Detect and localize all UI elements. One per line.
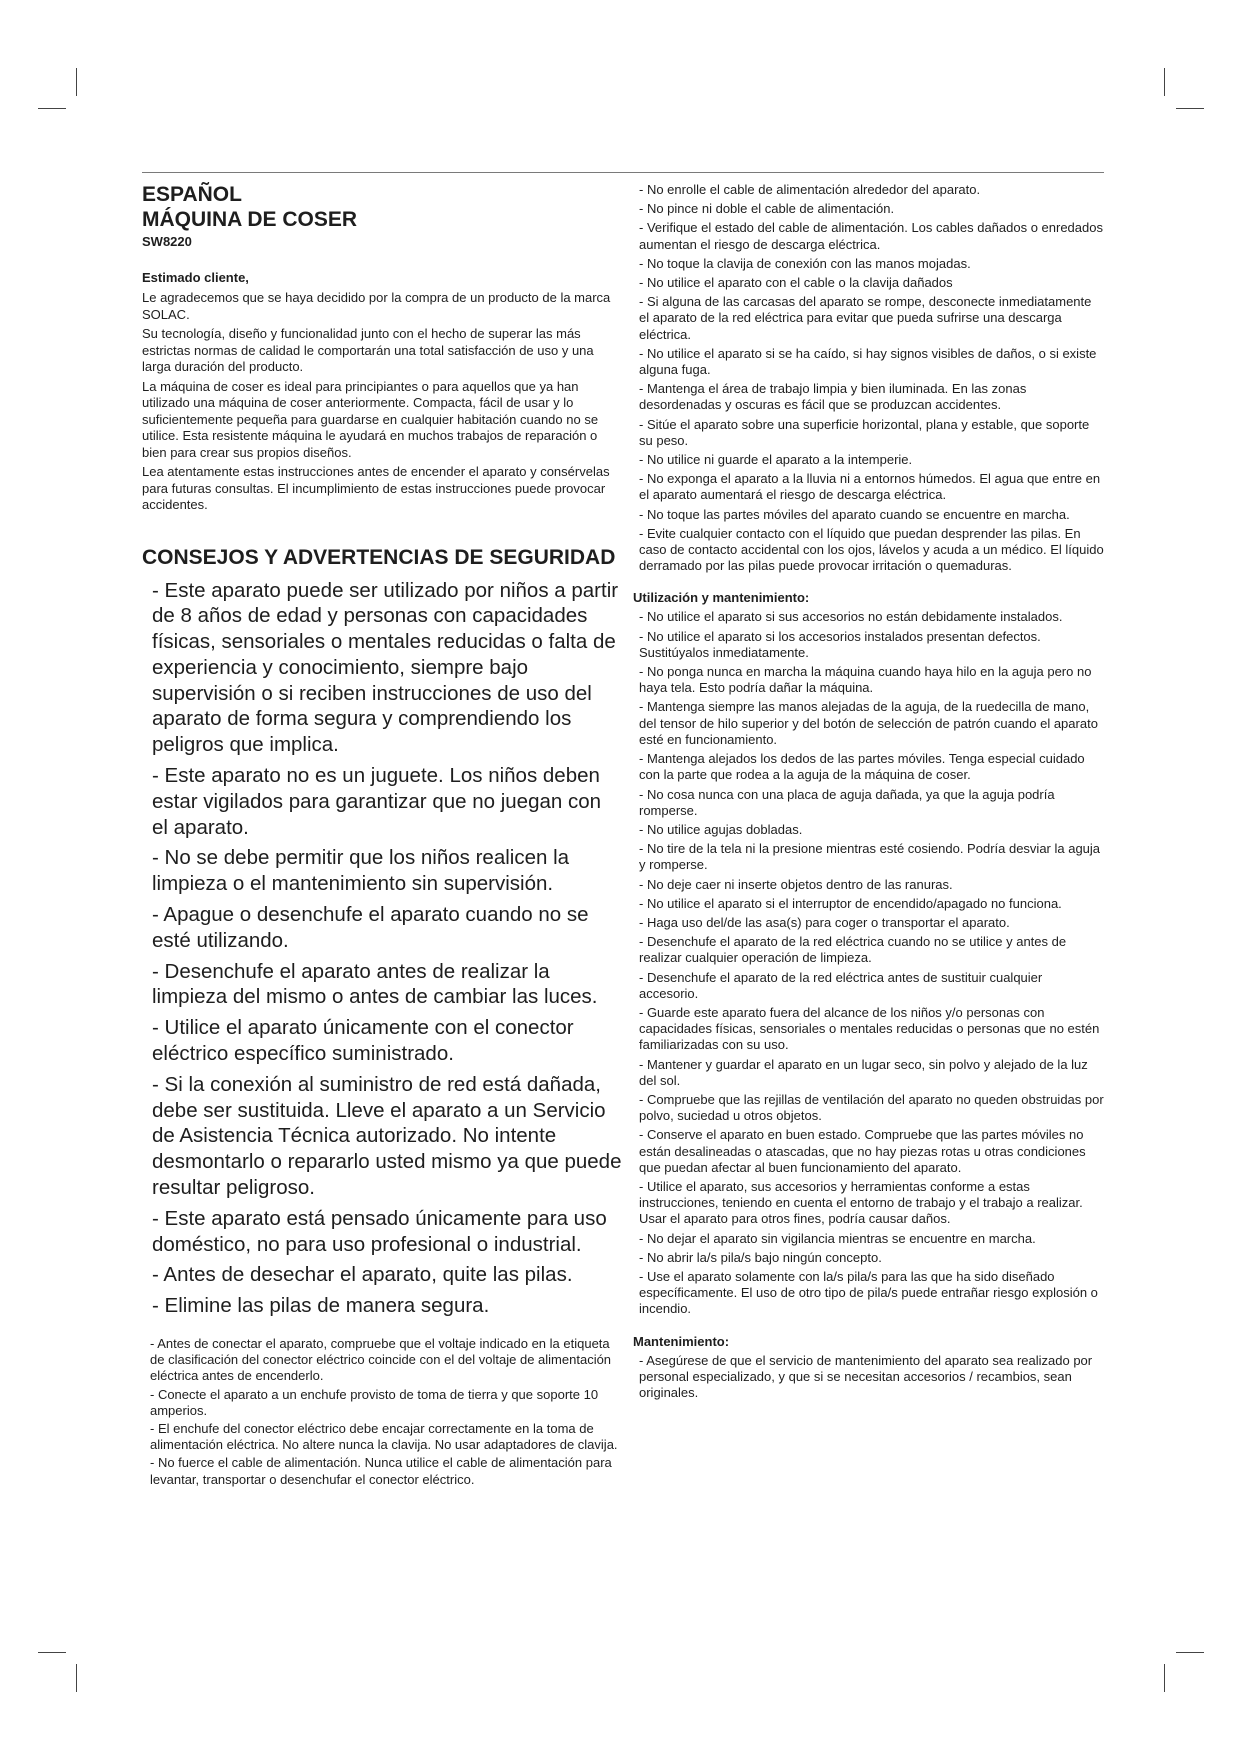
use-item: - Compruebe que las rejillas de ventilación del aparato no queden obstruidas por polvo, suciedad u otros objetos. xyxy=(639,1091,1104,1124)
safety-list-large xyxy=(142,578,622,1320)
crop-mark xyxy=(38,108,66,109)
safety-item: - Conecte el aparato a un enchufe provisto de toma de tierra y que soporte 10 amperios. xyxy=(150,1386,599,1418)
safety-heading: CONSEJOS Y ADVERTENCIAS DE SEGURIDAD xyxy=(142,545,616,569)
maintenance-heading: Mantenimiento: xyxy=(633,1333,730,1349)
product-title: MÁQUINA DE COSER xyxy=(142,208,358,231)
safety-item: - No toque las partes móviles del aparato cuando se encuentre en marcha. xyxy=(639,506,1070,522)
language-heading: ESPAÑOL xyxy=(142,183,242,206)
safety-item: - Este aparato puede ser utilizado por niños a partir de 8 años de edad y personas con capacidades físicas, sensoriales o mentales reducidas o falta de experiencia y conocimiento, siempre bajo supervisión o si reciben instrucciones de uso del aparato de forma segura y comprendiendo los peligros que implica. xyxy=(152,578,619,757)
intro-paragraph: Le agradecemos que se haya decidido por la compra de un producto de la marca SOLAC. xyxy=(142,290,611,322)
use-item: - No utilice el aparato si los accesorios instalados presentan defectos. Sustitúyalos inmediatamente. xyxy=(639,628,1041,660)
safety-item: - El enchufe del conector eléctrico debe encajar correctamente en la toma de alimentación eléctrica. No altere nunca la clavija. No usar adaptadores de clavija. xyxy=(150,1421,618,1453)
safety-item: - No utilice el aparato con el cable o la clavija dañados xyxy=(639,275,953,291)
safety-item: - Evite cualquier contacto con el líquido que puedan desprender las pilas. En caso de contacto accidental con los ojos, lávelos y acuda a un médico. El líquido derramado por las pilas puede provocar irritación o quemaduras. xyxy=(639,525,1104,574)
safety-item: - Verifique el estado del cable de alimentación. Los cables dañados o enredados aumentan el riesgo de descarga eléctrica. xyxy=(639,220,1103,252)
safety-item: - Este aparato está pensado únicamente para uso doméstico, no para uso profesional o industrial. xyxy=(152,1206,607,1256)
use-item: - Desenchufe el aparato de la red eléctrica cuando no se utilice y antes de realizar cualquier operación de limpieza. xyxy=(639,934,1067,966)
safety-item: - Si alguna de las carcasas del aparato se rompe, desconecte inmediatamente el aparato de la red eléctrica para evitar que pueda sufrirse una descarga eléctrica. xyxy=(639,294,1092,342)
use-item: - No utilice el aparato si el interruptor de encendido/apagado no funciona. xyxy=(639,895,1062,911)
crop-mark xyxy=(76,1664,77,1692)
use-item: - Haga uso del/de las asa(s) para coger o transportar el aparato. xyxy=(639,914,1010,930)
maintenance-item: - Asegúrese de que el servicio de mantenimiento del aparato sea realizado por personal especializado, y que si se necesitan accesorios / recambios, sean originales. xyxy=(639,1352,1093,1400)
use-item: - No utilice agujas dobladas. xyxy=(639,821,803,837)
use-item: - Desenchufe el aparato de la red eléctrica antes de sustituir cualquier accesorio. xyxy=(639,969,1043,1001)
left-column xyxy=(142,182,622,1490)
maintenance-list xyxy=(633,1353,1105,1402)
use-item: - No tire de la tela ni la presione mientras esté cosiendo. Podría desviar la aguja y romperse. xyxy=(639,841,1101,873)
safety-item: - Apague o desenchufe el aparato cuando no se esté utilizando. xyxy=(152,903,589,952)
intro-paragraph: Su tecnología, diseño y funcionalidad junto con el hecho de superar las más estrictas normas de calidad le comportarán una total satisfacción de uso y una larga duración del producto. xyxy=(142,326,594,374)
crop-mark xyxy=(1164,1664,1165,1692)
use-item: - No cosa nunca con una placa de aguja dañada, ya que la aguja podría romperse. xyxy=(639,786,1055,818)
safety-item: - No se debe permitir que los niños realicen la limpieza o el mantenimiento sin supervisión. xyxy=(152,846,570,896)
use-item: - Use el aparato solamente con la/s pila/s para las que ha sido diseñado específicamente. El uso de otro tipo de pila/s puede entrañar riesgo explosión o incendio. xyxy=(639,1268,1098,1317)
safety-item: - No utilice el aparato si se ha caído, si hay signos visibles de daños, o si existe alguna fuga. xyxy=(639,345,1097,378)
use-item: - Mantenga alejados los dedos de las partes móviles. Tenga especial cuidado con la parte que rodea a la aguja de la máquina de coser. xyxy=(639,751,1085,783)
crop-mark xyxy=(38,1652,66,1653)
use-maintenance-heading: Utilización y mantenimiento: xyxy=(633,590,810,606)
safety-item: - No pince ni doble el cable de alimentación. xyxy=(639,201,895,217)
crop-mark xyxy=(1176,108,1204,109)
use-item: - No dejar el aparato sin vigilancia mientras se encuentre en marcha. xyxy=(639,1230,1036,1246)
use-item: - No ponga nunca en marcha la máquina cuando haya hilo en la aguja pero no haya tela. Esto podría dañar la máquina. xyxy=(639,664,1092,696)
header-rule xyxy=(142,172,1104,173)
safety-item: - Desenchufe el aparato antes de realizar la limpieza del mismo o antes de cambiar las luces. xyxy=(152,959,598,1009)
use-item: - No utilice el aparato si sus accesorios no están debidamente instalados. xyxy=(639,609,1063,625)
use-item: - No abrir la/s pila/s bajo ningún concepto. xyxy=(639,1249,882,1265)
safety-item: - No utilice ni guarde el aparato a la intemperie. xyxy=(639,452,913,468)
use-maintenance-list xyxy=(633,609,1105,1317)
right-column xyxy=(633,182,1105,1404)
use-item: - Mantenga siempre las manos alejadas de la aguja, de la ruedecilla de mano, del tensor de hilo superior y del botón de selección de patrón cuando el aparato esté en funcionamiento. xyxy=(639,699,1098,747)
use-item: - Conserve el aparato en buen estado. Compruebe que las partes móviles no están desalineadas o atascadas, que no hay piezas rotas u otras condiciones que puedan afectar al buen funcionamiento del aparato. xyxy=(639,1127,1086,1175)
safety-item: - Antes de desechar el aparato, quite las pilas. xyxy=(152,1263,573,1287)
safety-item: - Mantenga el área de trabajo limpia y bien iluminada. En las zonas desordenadas y oscuras es fácil que se produzcan accidentes. xyxy=(639,381,1027,413)
safety-list-continued xyxy=(633,182,1105,574)
use-item: - Utilice el aparato, sus accesorios y herramientas conforme a estas instrucciones, teniendo en cuenta el entorno de trabajo y el trabajo a realizar. Usar el aparato para otros fines, podría causar daños. xyxy=(639,1178,1083,1227)
safety-item: - No enrolle el cable de alimentación alrededor del aparato. xyxy=(639,182,981,197)
safety-item: - Utilice el aparato únicamente con el conector eléctrico específico suministrado. xyxy=(152,1016,574,1066)
safety-item: - No toque la clavija de conexión con las manos mojadas. xyxy=(639,255,971,271)
model-number: SW8220 xyxy=(142,234,192,249)
safety-item: - Elimine las pilas de manera segura. xyxy=(152,1294,490,1318)
crop-mark xyxy=(1176,1652,1204,1653)
intro-paragraph: Lea atentamente estas instrucciones antes de encender el aparato y consérvelas para futuras consultas. El incumplimiento de estas instrucciones puede provocar accidentes. xyxy=(142,464,610,512)
crop-mark xyxy=(76,68,77,96)
greeting: Estimado cliente, xyxy=(142,270,249,285)
use-item: - No deje caer ni inserte objetos dentro de las ranuras. xyxy=(639,876,953,892)
safety-item: - Sitúe el aparato sobre una superficie horizontal, plana y estable, que soporte su peso. xyxy=(639,416,1090,448)
use-item: - Mantener y guardar el aparato en un lugar seco, sin polvo y alejado de la luz del sol. xyxy=(639,1056,1088,1088)
crop-mark xyxy=(1164,68,1165,96)
safety-item: - Antes de conectar el aparato, compruebe que el voltaje indicado en la etiqueta de clasificación del conector eléctrico coincide con el del voltaje de alimentación eléctrica antes de encenderlo. xyxy=(150,1336,612,1384)
use-item: - Guarde este aparato fuera del alcance de los niños y/o personas con capacidades físicas, sensoriales o mentales reducidas o personas que no estén familiarizadas con su uso. xyxy=(639,1004,1100,1053)
safety-list-small xyxy=(142,1336,622,1488)
safety-item: - Si la conexión al suministro de red está dañada, debe ser sustituida. Lleve el aparato a un Servicio de Asistencia Técnica autorizado. No intente desmontarlo o repararlo usted mismo ya que puede resultar peligroso. xyxy=(152,1072,622,1200)
safety-item: - Este aparato no es un juguete. Los niños deben estar vigilados para garantizar que no juegan con el aparato. xyxy=(152,764,602,839)
intro-paragraph: La máquina de coser es ideal para principiantes o para aquellos que ya han utilizado una máquina de coser anteriormente. Compacta, fácil de usar y lo suficientemente pequeña para guardarse en cualquier habitación cuando no se utilice. Esta resistente máquina le ayudará en muchos trabajos de reparación o bien para crear sus propios diseños. xyxy=(142,378,599,460)
safety-item: - No fuerce el cable de alimentación. Nunca utilice el cable de alimentación para levantar, transportar o desenchufar el conector eléctrico. xyxy=(150,1455,612,1487)
safety-item: - No exponga el aparato a la lluvia ni a entornos húmedos. El agua que entre en el aparato aumentará el riesgo de descarga eléctrica. xyxy=(639,471,1101,503)
